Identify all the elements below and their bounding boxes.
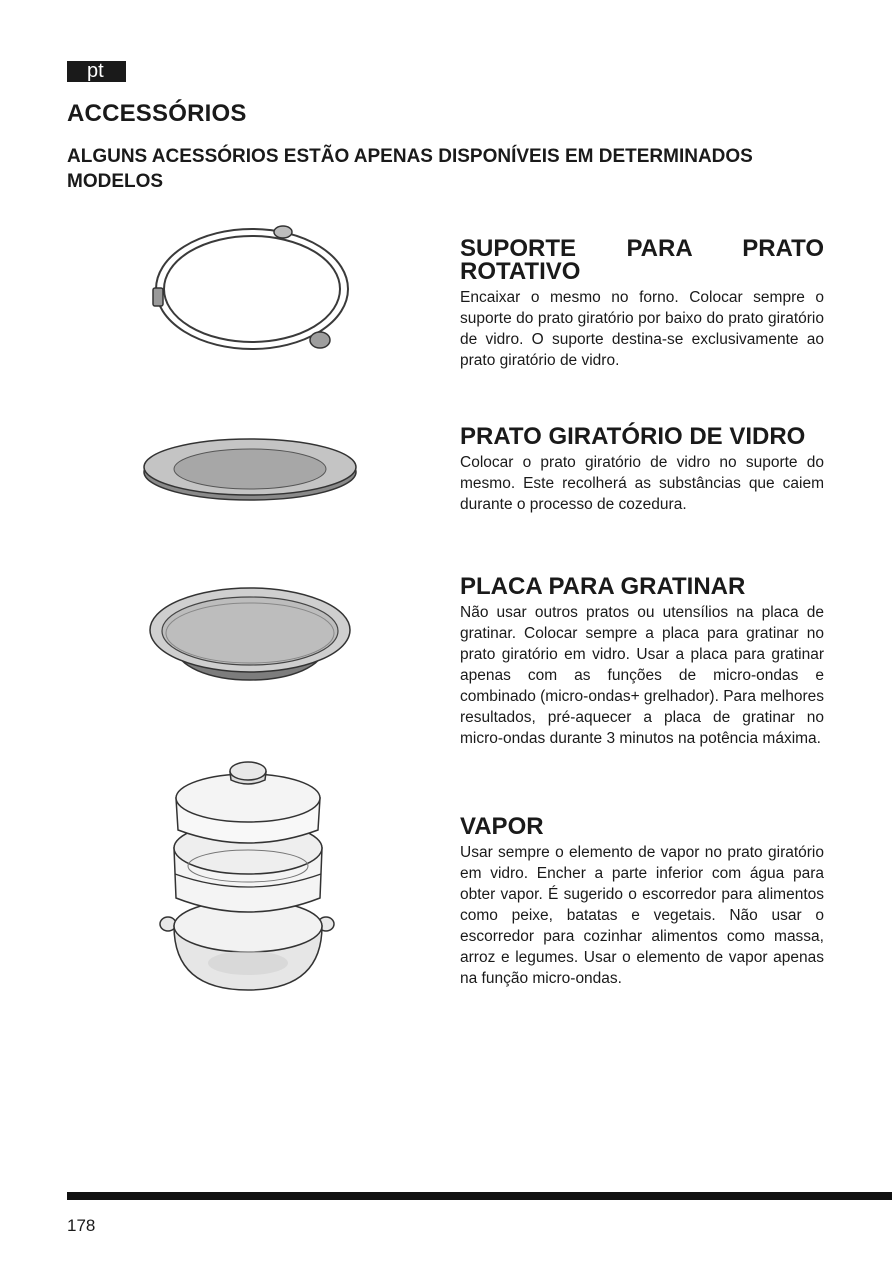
section-title: SUPORTE PARA PRATO ROTATIVO	[460, 235, 824, 285]
section-glass-turntable	[460, 425, 824, 515]
section-text: Encaixar o mesmo no forno. Colocar sempre o suporte do prato giratório por baixo do prato giratório de vidro. O suporte destina-se exclusivamente ao prato giratório de vidro.	[460, 289, 824, 369]
section-text: Usar sempre o elemento de vapor no prato giratório em vidro. Encher a parte inferior com água para obter vapor. É sugerido o escorredor para alimentos como peixe, batatas e vegetais. Não usar o escorredor para cozinhar alimentos como massa, arroz e legumes. Usar o elemento de vapor apenas na função micro-ondas.	[460, 844, 824, 987]
page-title: ACCESSÓRIOS	[67, 100, 247, 127]
section-text: Colocar o prato giratório de vidro no suporte do mesmo. Este recolherá as substâncias que caiem durante o processo de cozedura.	[460, 454, 824, 513]
page-subtitle: ALGUNS ACESSÓRIOS ESTÃO APENAS DISPONÍVEIS EM DETERMINADOS MODELOS	[67, 146, 753, 192]
section-title: VAPOR	[460, 813, 544, 840]
section-title: PLACA PARA GRATINAR	[460, 573, 746, 600]
section-text: Não usar outros pratos ou utensílios na placa de gratinar. Colocar sempre a placa para gratinar no prato giratório em vidro. Usar a placa para gratinar apenas com as funções de micro-ondas e combinado (micro-ondas+ grelhador). Para melhores resultados, pré-aquecer a placa de gratinar no micro-ondas durante 3 minutos na potência máxima.	[460, 604, 824, 747]
section-title: PRATO GIRATÓRIO DE VIDRO	[460, 423, 806, 450]
section-crisp-plate	[460, 575, 824, 749]
page-number: 178	[67, 1216, 96, 1235]
crisp-plate-icon	[145, 578, 355, 688]
roller-ring-icon	[150, 222, 355, 357]
footer-rule	[67, 1192, 892, 1200]
section-roller-support	[460, 237, 824, 371]
glass-plate-icon	[140, 432, 360, 507]
language-tab: pt	[67, 61, 126, 82]
section-steamer	[460, 815, 824, 989]
steamer-icon	[158, 758, 338, 998]
